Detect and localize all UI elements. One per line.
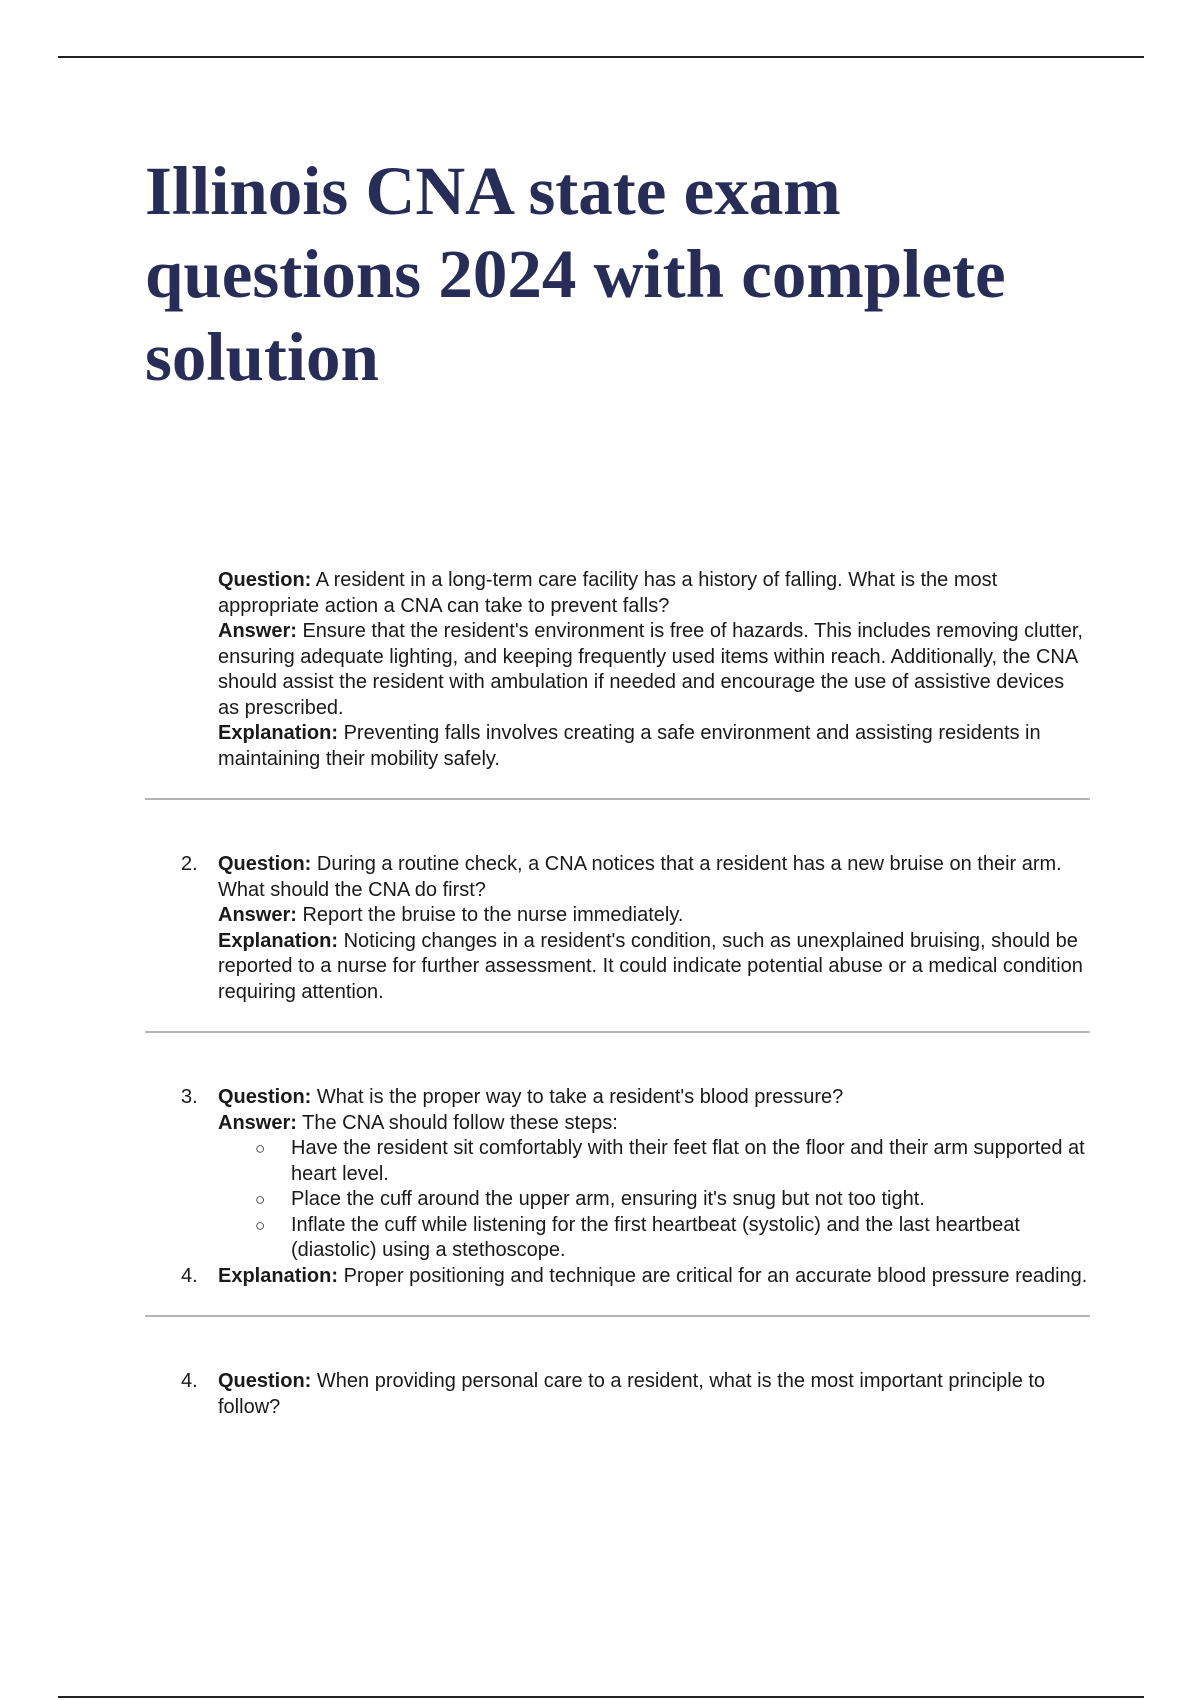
question-line xyxy=(145,1085,1090,1111)
explanation-label: Explanation: xyxy=(218,929,339,952)
step-text: Place the cuff around the upper arm, ensuring it's snug but not too tight. xyxy=(291,1188,925,1210)
qa-block-1 xyxy=(145,568,1090,772)
answer-text: Report the bruise to the nurse immediately. xyxy=(302,904,684,926)
question-label: Question: xyxy=(218,853,312,875)
answer-text: Ensure that the resident's environment is free of hazards. This includes removing clutter, ensuring adequate lighting, and keeping frequently used items within reach. Additionally, the CNA should assist the resident with ambulation if needed and encourage the use of assistive devices as prescribed. xyxy=(218,620,1083,719)
answer-line xyxy=(145,903,1090,929)
answer-label: Answer: xyxy=(218,1111,297,1134)
hollow-bullet-icon: ○ xyxy=(255,1139,266,1158)
item-number: 2. xyxy=(181,853,198,875)
separator xyxy=(145,1031,1090,1033)
step-text: Inflate the cuff while listening for the first heartbeat (systolic) and the last heartbeat (diastolic) using a stethoscope. xyxy=(291,1213,1020,1261)
item-number: 4. xyxy=(181,1264,198,1287)
answer-line xyxy=(145,1111,1090,1137)
explanation-line xyxy=(145,721,1090,772)
bottom-rule xyxy=(58,1696,1144,1698)
separator xyxy=(145,1315,1090,1317)
qa-list xyxy=(145,568,1090,1420)
qa-block-3 xyxy=(145,1085,1090,1289)
answer-label: Answer: xyxy=(218,904,297,926)
item-number: 3. xyxy=(181,1086,198,1108)
explanation-text: Noticing changes in a resident's condition, such as unexplained bruising, should be reported to a nurse for further assessment. It could indicate potential abuse or a medical condition requiring attention. xyxy=(218,929,1083,1003)
question-text: When providing personal care to a resident, what is the most important principle to follow? xyxy=(218,1370,1046,1418)
question-label: Question: xyxy=(218,1370,312,1392)
document-title: Illinois CNA state exam questions 2024 with complete solution xyxy=(145,153,1006,395)
answer-label: Answer: xyxy=(218,620,297,642)
answer-line xyxy=(145,619,1090,721)
explanation-line xyxy=(145,1264,1090,1290)
hollow-bullet-icon: ○ xyxy=(255,1190,266,1209)
qa-block-4 xyxy=(145,1369,1090,1420)
step-item xyxy=(145,1187,1090,1213)
item-number: 4. xyxy=(181,1370,198,1392)
explanation-line xyxy=(145,929,1090,1006)
explanation-text: Proper positioning and technique are critical for an accurate blood pressure reading. xyxy=(343,1264,1088,1287)
hollow-bullet-icon: ○ xyxy=(255,1215,266,1235)
step-item xyxy=(145,1136,1090,1187)
explanation-label: Explanation: xyxy=(218,1264,339,1287)
explanation-text: Preventing falls involves creating a safe environment and assisting residents in maintaining their mobility safely. xyxy=(218,722,1041,770)
question-label: Question: xyxy=(218,569,312,591)
question-text: A resident in a long-term care facility has a history of falling. What is the most appropriate action a CNA can take to prevent falls? xyxy=(218,569,998,617)
question-line xyxy=(145,1369,1090,1420)
step-text: Have the resident sit comfortably with their feet flat on the floor and their arm supported at heart level. xyxy=(291,1137,1085,1185)
answer-text: The CNA should follow these steps: xyxy=(302,1111,618,1134)
question-text: What is the proper way to take a resident's blood pressure? xyxy=(316,1086,844,1108)
question-line xyxy=(145,568,1090,619)
question-text: During a routine check, a CNA notices that a resident has a new bruise on their arm. What should the CNA do first? xyxy=(218,853,1062,901)
qa-block-2 xyxy=(145,852,1090,1005)
question-line xyxy=(145,852,1090,903)
top-rule xyxy=(58,56,1144,58)
question-label: Question: xyxy=(218,1086,312,1108)
separator xyxy=(145,798,1090,800)
explanation-label: Explanation: xyxy=(218,722,339,744)
step-item xyxy=(145,1213,1090,1264)
